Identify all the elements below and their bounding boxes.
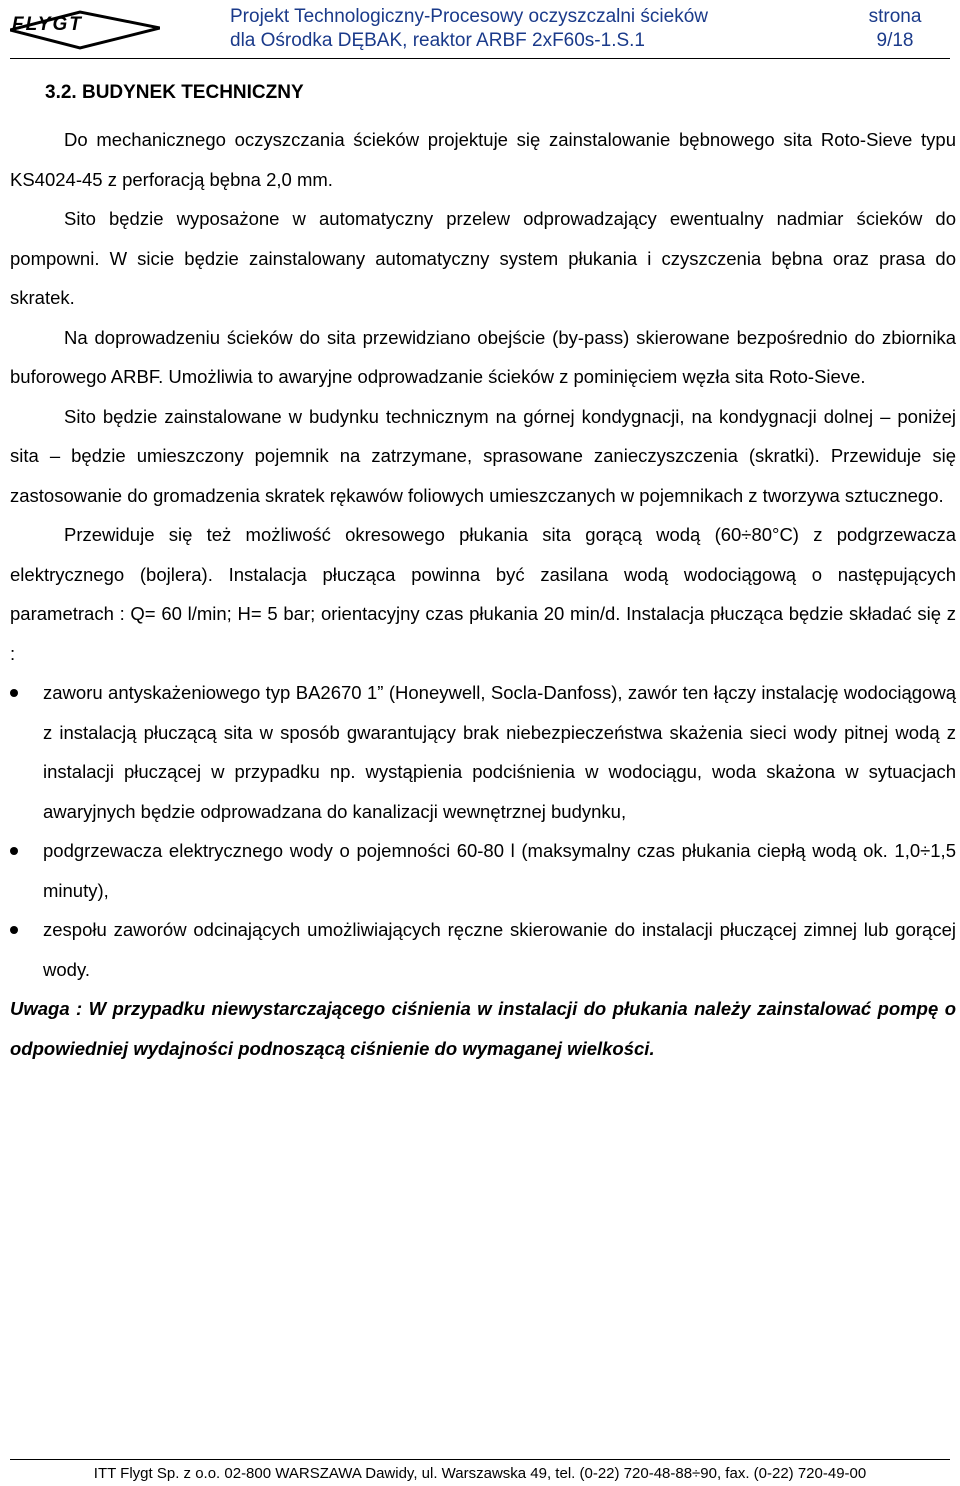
flygt-logo <box>10 4 160 52</box>
section-heading: 3.2. BUDYNEK TECHNICZNY <box>45 82 304 103</box>
paragraph-bypass: Na doprowadzeniu ścieków do sita przewidziano obejście (by-pass) skierowane bezpośrednio do zbiornika buforowego ARBF. Umożliwia to awaryjne odprowadzanie ścieków z pominięciem węzła sita Roto-Sieve. <box>10 326 956 387</box>
paragraph-installation: Sito będzie zainstalowane w budynku technicznym na górnej kondygnacji, na kondygnacji dolnej – poniżej sita – będzie umieszczony pojemnik na zatrzymane, sprasowane zanieczyszczenia (skratki). Przewiduje się zastosowanie do gromadzenia skratek rękawów foliowych umieszczanych w pojemnikach z tworzywa sztucznego. <box>10 405 956 506</box>
document-body <box>10 120 956 1068</box>
bullet-icon <box>10 689 18 697</box>
footer-divider <box>10 1459 950 1460</box>
page-header <box>0 0 960 62</box>
list-item <box>10 831 956 910</box>
bullet-icon <box>10 847 18 855</box>
paragraph-flushing: Przewiduje się też możliwość okresowego płukania sita gorącą wodą (60÷80°C) z podgrzewacza elektrycznego (bojlera). Instalacja płucząca powinna być zasilana wodą wodociągową o następujących parametrach : Q= 60 l/min; H= 5 bar; orientacyjny czas płukania 20 min/d. Instalacja płucząca będzie składać się z : <box>10 524 956 664</box>
list-item-text: podgrzewacza elektrycznego wody o pojemności 60-80 l (maksymalny czas płukania ciepłą wodą ok. 1,0÷1,5 minuty), <box>43 840 956 901</box>
header-divider <box>10 58 950 59</box>
bullet-icon <box>10 926 18 934</box>
page-footer: ITT Flygt Sp. z o.o. 02-800 WARSZAWA Dawidy, ul. Warszawska 49, tel. (0-22) 720-48-88÷90, fax. (0-22) 720-49-00 <box>93 1465 867 1482</box>
list-item-text: zaworu antyskażeniowego typ BA2670 1” (Honeywell, Socla-Danfoss), zawór ten łączy instalację wodociągową z instalacją płuczącą sita w sposób gwarantujący brak niebezpieczeństwa skażenia sieci wody pitnej wodą z instalacji płuczącej w przypadku np. wystąpienia podciśnienia w wodociągu, woda skażona w sytuacjach awaryjnych będzie odprowadzana do kanalizacji wewnętrznej budynku, <box>43 682 956 822</box>
title-line-2: dla Ośrodka DĘBAK, reaktor ARBF 2xF60s-1.S.1 <box>230 30 646 51</box>
document-title <box>230 5 790 53</box>
page-number: 9/18 <box>876 30 914 51</box>
list-item <box>10 910 956 989</box>
flushing-components-list <box>10 673 956 989</box>
list-item-text: zespołu zaworów odcinających umożliwiających ręczne skierowanie do instalacji płuczącej zimnej lub gorącej wody. <box>43 919 956 980</box>
paragraph-sieve-intro: Do mechanicznego oczyszczania ścieków projektuje się zainstalowanie bębnowego sita Roto-Sieve typu KS4024-45 z perforacją bębna 2,0 mm. <box>10 129 956 190</box>
page-indicator <box>840 5 950 53</box>
title-line-1: Projekt Technologiczny-Procesowy oczyszczalni ścieków <box>230 6 709 27</box>
list-item <box>10 673 956 831</box>
paragraph-sieve-equipment: Sito będzie wyposażone w automatyczny przelew odprowadzający ewentualny nadmiar ścieków do pompowni. W sicie będzie zainstalowany automatyczny system płukania i czyszczenia bębna oraz prasa do skratek. <box>10 208 956 308</box>
page-label: strona <box>868 6 922 27</box>
warning-note: Uwaga : W przypadku niewystarczającego ciśnienia w instalacji do płukania należy zainstalować pompę o odpowiedniej wydajności podnoszącą ciśnienie do wymaganej wielkości. <box>10 998 956 1059</box>
logo-text: FLYGT <box>12 14 83 35</box>
